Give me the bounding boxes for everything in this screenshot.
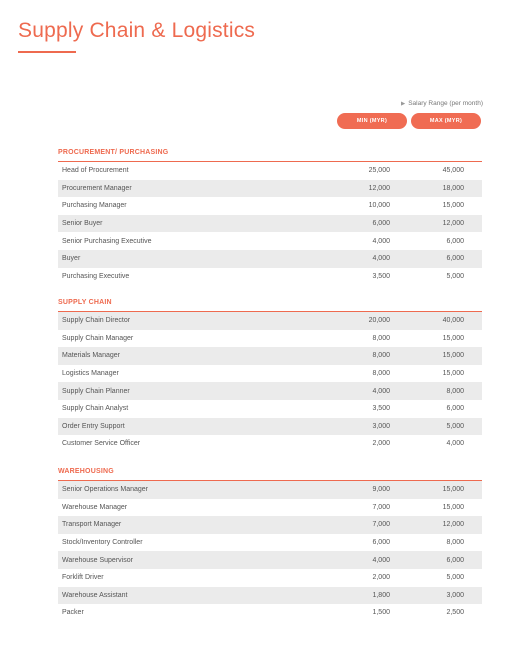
role-name: Supply Chain Director: [62, 317, 131, 325]
role-name: Senior Operations Manager: [62, 486, 148, 494]
max-salary: 15,000: [442, 370, 464, 378]
max-salary: 15,000: [442, 334, 464, 342]
role-name: Transport Manager: [62, 521, 122, 529]
min-salary: 20,000: [368, 317, 390, 325]
section-title: PROCUREMENT/ PURCHASING: [58, 149, 169, 156]
table-row: [58, 587, 482, 605]
table-row: [58, 250, 482, 268]
section-warehousing: [58, 466, 482, 622]
max-column-header: MAX (MYR): [411, 113, 481, 129]
max-salary: 6,000: [446, 556, 464, 564]
role-name: Senior Purchasing Executive: [62, 237, 152, 245]
max-salary: 6,000: [446, 237, 464, 245]
section-title: SUPPLY CHAIN: [58, 299, 112, 306]
max-salary: 4,000: [446, 440, 464, 448]
table-row: [58, 481, 482, 499]
max-salary: 12,000: [442, 521, 464, 529]
role-name: Purchasing Manager: [62, 202, 127, 210]
table-row: [58, 197, 482, 215]
max-salary: 6,000: [446, 255, 464, 263]
min-salary: 6,000: [372, 220, 390, 228]
min-salary: 25,000: [368, 167, 390, 175]
min-salary: 2,000: [372, 440, 390, 448]
table-row: [58, 180, 482, 198]
role-name: Purchasing Executive: [62, 272, 130, 280]
role-name: Buyer: [62, 255, 81, 263]
min-salary: 3,000: [372, 422, 390, 430]
role-name: Materials Manager: [62, 352, 120, 360]
min-salary: 4,000: [372, 255, 390, 263]
max-salary: 5,000: [446, 272, 464, 280]
min-salary: 2,000: [372, 574, 390, 582]
table-row: [58, 400, 482, 418]
table-row: [58, 162, 482, 180]
table-row: [58, 232, 482, 250]
min-salary: 3,500: [372, 405, 390, 413]
role-name: Warehouse Assistant: [62, 591, 128, 599]
role-name: Stock/Inventory Controller: [62, 539, 143, 547]
max-salary: 8,000: [446, 387, 464, 395]
max-salary: 12,000: [442, 220, 464, 228]
min-salary: 4,000: [372, 556, 390, 564]
max-salary: 8,000: [446, 539, 464, 547]
role-name: Logistics Manager: [62, 370, 119, 378]
min-salary: 8,000: [372, 334, 390, 342]
table-row: [58, 534, 482, 552]
min-salary: 12,000: [368, 184, 390, 192]
role-name: Procurement Manager: [62, 184, 132, 192]
role-name: Supply Chain Analyst: [62, 405, 129, 413]
max-salary: 40,000: [442, 317, 464, 325]
role-name: Warehouse Supervisor: [62, 556, 133, 564]
min-salary: 1,800: [372, 591, 390, 599]
min-salary: 10,000: [368, 202, 390, 210]
table-row: [58, 516, 482, 534]
section-procurement: [58, 147, 482, 285]
table-row: [58, 604, 482, 622]
table-row: [58, 382, 482, 400]
title-underline: [18, 51, 76, 53]
max-salary: 15,000: [442, 202, 464, 210]
max-salary: 18,000: [442, 184, 464, 192]
min-salary: 7,000: [372, 521, 390, 529]
table-row: [58, 365, 482, 383]
section-title: WAREHOUSING: [58, 468, 114, 475]
role-name: Customer Service Officer: [62, 440, 141, 448]
table-row: [58, 418, 482, 436]
role-name: Supply Chain Manager: [62, 334, 134, 342]
max-salary: 15,000: [442, 503, 464, 511]
table-row: [58, 268, 482, 286]
min-column-header: MIN (MYR): [337, 113, 407, 129]
salary-range-label: [401, 100, 483, 107]
role-name: Warehouse Manager: [62, 503, 128, 511]
table-row: [58, 330, 482, 348]
max-salary: 15,000: [442, 352, 464, 360]
role-name: Supply Chain Planner: [62, 387, 130, 395]
max-salary: 6,000: [446, 405, 464, 413]
role-name: Head of Procurement: [62, 167, 129, 175]
min-salary: 1,500: [372, 609, 390, 617]
max-salary: 5,000: [446, 574, 464, 582]
triangle-right-icon: ▶: [400, 101, 406, 107]
min-salary: 4,000: [372, 387, 390, 395]
min-salary: 4,000: [372, 237, 390, 245]
salary-range-text: Salary Range (per month): [408, 100, 483, 107]
role-name: Packer: [62, 609, 84, 617]
min-salary: 9,000: [372, 486, 390, 494]
min-salary: 8,000: [372, 352, 390, 360]
page-title: Supply Chain & Logistics: [18, 19, 256, 42]
table-row: [58, 347, 482, 365]
table-row: [58, 569, 482, 587]
role-name: Order Entry Support: [62, 422, 125, 430]
min-salary: 8,000: [372, 370, 390, 378]
table-row: [58, 435, 482, 453]
min-salary: 3,500: [372, 272, 390, 280]
min-salary: 6,000: [372, 539, 390, 547]
table-row: [58, 499, 482, 517]
min-salary: 7,000: [372, 503, 390, 511]
table-row: [58, 215, 482, 233]
max-salary: 5,000: [446, 422, 464, 430]
role-name: Forklift Driver: [62, 574, 104, 582]
max-salary: 45,000: [442, 167, 464, 175]
table-row: [58, 551, 482, 569]
role-name: Senior Buyer: [62, 220, 103, 228]
max-salary: 3,000: [446, 591, 464, 599]
table-row: [58, 312, 482, 330]
section-supply-chain: [58, 297, 482, 453]
max-salary: 2,500: [446, 609, 464, 617]
max-salary: 15,000: [442, 486, 464, 494]
